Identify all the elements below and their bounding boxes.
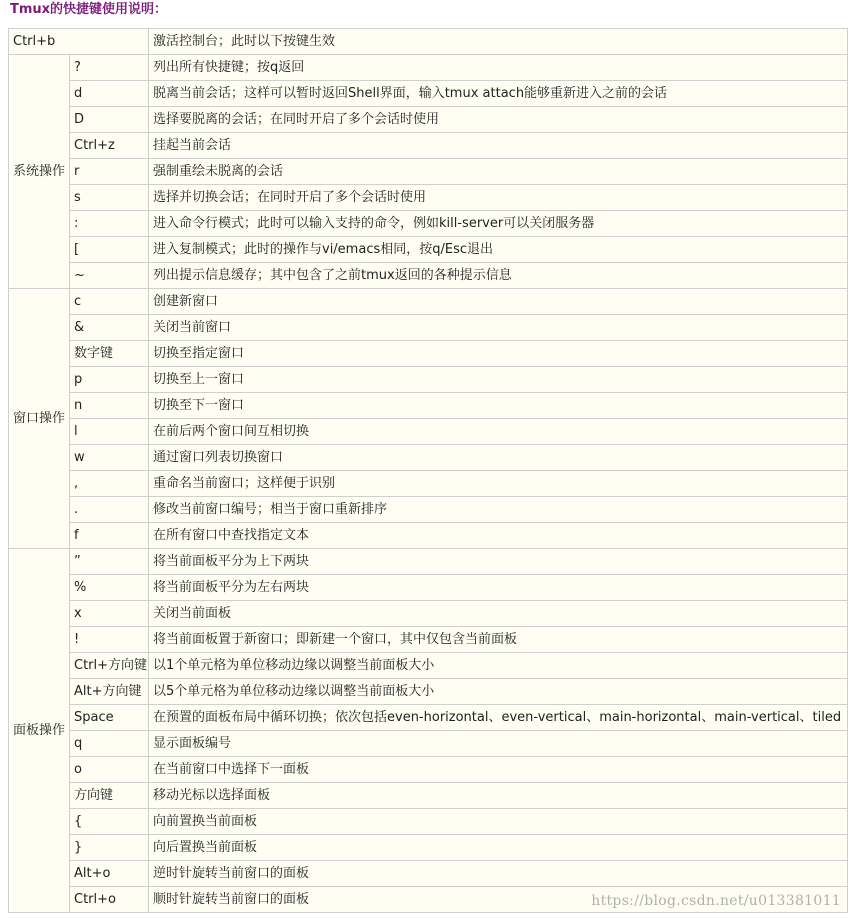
description-cell: 在预置的面板布局中循环切换；依次包括even-horizontal、even-vertical、main-horizontal、main-vertical、tiled <box>149 705 848 731</box>
table-row <box>9 263 848 289</box>
key-cell: ! <box>70 627 149 653</box>
key-cell: ? <box>70 55 149 81</box>
table-row <box>9 757 848 783</box>
description-cell: 重命名当前窗口；这样便于识别 <box>149 471 848 497</box>
table-row <box>9 497 848 523</box>
description-cell: 列出提示信息缓存；其中包含了之前tmux返回的各种提示信息 <box>149 263 848 289</box>
key-cell: . <box>70 497 149 523</box>
description-cell: 选择要脱离的会话；在同时开启了多个会话时使用 <box>149 107 848 133</box>
key-cell: f <box>70 523 149 549</box>
group-label-cell: 窗口操作 <box>9 289 70 549</box>
description-cell: 顺时针旋转当前窗口的面板 <box>149 887 848 913</box>
description-cell: 切换至上一窗口 <box>149 367 848 393</box>
prefix-description-cell: 激活控制台；此时以下按键生效 <box>149 29 848 55</box>
table-row <box>9 393 848 419</box>
description-cell: 将当前面板平分为左右两块 <box>149 575 848 601</box>
description-cell: 选择并切换会话；在同时开启了多个会话时使用 <box>149 185 848 211</box>
description-cell: 向前置换当前面板 <box>149 809 848 835</box>
table-row <box>9 55 848 81</box>
description-cell: 关闭当前窗口 <box>149 315 848 341</box>
table-row <box>9 679 848 705</box>
table-row <box>9 705 848 731</box>
table-row <box>9 835 848 861</box>
key-cell: & <box>70 315 149 341</box>
key-cell: x <box>70 601 149 627</box>
table-row <box>9 627 848 653</box>
key-cell: w <box>70 445 149 471</box>
description-cell: 强制重绘未脱离的会话 <box>149 159 848 185</box>
description-cell: 以5个单元格为单位移动边缘以调整当前面板大小 <box>149 679 848 705</box>
page-title: Tmux的快捷键使用说明： <box>10 2 168 17</box>
key-cell: Alt+方向键 <box>70 679 149 705</box>
key-cell: d <box>70 81 149 107</box>
table-row <box>9 445 848 471</box>
description-cell: 切换至指定窗口 <box>149 341 848 367</box>
key-cell: Ctrl+方向键 <box>70 653 149 679</box>
table-row <box>9 159 848 185</box>
key-cell: l <box>70 419 149 445</box>
description-cell: 向后置换当前面板 <box>149 835 848 861</box>
key-cell: % <box>70 575 149 601</box>
table-row <box>9 783 848 809</box>
key-cell: [ <box>70 237 149 263</box>
table-row <box>9 289 848 315</box>
description-cell: 通过窗口列表切换窗口 <box>149 445 848 471</box>
key-cell: : <box>70 211 149 237</box>
description-cell: 在当前窗口中选择下一面板 <box>149 757 848 783</box>
key-cell: ~ <box>70 263 149 289</box>
key-cell: } <box>70 835 149 861</box>
table-row <box>9 809 848 835</box>
description-cell: 脱离当前会话；这样可以暂时返回Shell界面，输入tmux attach能够重新进入之前的会话 <box>149 81 848 107</box>
group-label-cell: 系统操作 <box>9 55 70 289</box>
table-row <box>9 211 848 237</box>
description-cell: 在所有窗口中查找指定文本 <box>149 523 848 549</box>
group-label-cell: 面板操作 <box>9 549 70 913</box>
description-cell: 修改当前窗口编号；相当于窗口重新排序 <box>149 497 848 523</box>
key-cell: p <box>70 367 149 393</box>
key-cell: Space <box>70 705 149 731</box>
key-cell: , <box>70 471 149 497</box>
table-row <box>9 419 848 445</box>
table-row <box>9 471 848 497</box>
table-row <box>9 237 848 263</box>
key-cell: o <box>70 757 149 783</box>
description-cell: 逆时针旋转当前窗口的面板 <box>149 861 848 887</box>
description-cell: 将当前面板平分为上下两块 <box>149 549 848 575</box>
table-row <box>9 861 848 887</box>
key-cell: ” <box>70 549 149 575</box>
description-cell: 将当前面板置于新窗口；即新建一个窗口，其中仅包含当前面板 <box>149 627 848 653</box>
description-cell: 在前后两个窗口间互相切换 <box>149 419 848 445</box>
description-cell: 显示面板编号 <box>149 731 848 757</box>
table-row <box>9 315 848 341</box>
key-cell: 方向键 <box>70 783 149 809</box>
key-cell: D <box>70 107 149 133</box>
description-cell: 创建新窗口 <box>149 289 848 315</box>
watermark: https://blog.csdn.net/u013381011 <box>591 893 841 909</box>
key-cell: Alt+o <box>70 861 149 887</box>
key-cell: n <box>70 393 149 419</box>
description-cell: 列出所有快捷键；按q返回 <box>149 55 848 81</box>
description-cell: 挂起当前会话 <box>149 133 848 159</box>
key-cell: s <box>70 185 149 211</box>
description-cell: 以1个单元格为单位移动边缘以调整当前面板大小 <box>149 653 848 679</box>
description-cell: 进入复制模式；此时的操作与vi/emacs相同，按q/Esc退出 <box>149 237 848 263</box>
prefix-key-cell: Ctrl+b <box>9 29 149 55</box>
table-row <box>9 731 848 757</box>
table-row <box>9 367 848 393</box>
table-row <box>9 133 848 159</box>
table-row <box>9 601 848 627</box>
table-row <box>9 575 848 601</box>
key-cell: Ctrl+z <box>70 133 149 159</box>
table-row <box>9 549 848 575</box>
description-cell: 关闭当前面板 <box>149 601 848 627</box>
shortcut-table <box>8 28 848 913</box>
key-cell: Ctrl+o <box>70 887 149 913</box>
key-cell: q <box>70 731 149 757</box>
description-cell: 进入命令行模式；此时可以输入支持的命令，例如kill-server可以关闭服务器 <box>149 211 848 237</box>
key-cell: c <box>70 289 149 315</box>
key-cell: 数字键 <box>70 341 149 367</box>
description-cell: 移动光标以选择面板 <box>149 783 848 809</box>
table-row <box>9 653 848 679</box>
table-row <box>9 185 848 211</box>
shortcut-table-body <box>9 29 848 913</box>
table-row <box>9 341 848 367</box>
table-row <box>9 81 848 107</box>
table-row <box>9 523 848 549</box>
key-cell: r <box>70 159 149 185</box>
table-row-prefix <box>9 29 848 55</box>
description-cell: 切换至下一窗口 <box>149 393 848 419</box>
key-cell: { <box>70 809 149 835</box>
table-row <box>9 107 848 133</box>
